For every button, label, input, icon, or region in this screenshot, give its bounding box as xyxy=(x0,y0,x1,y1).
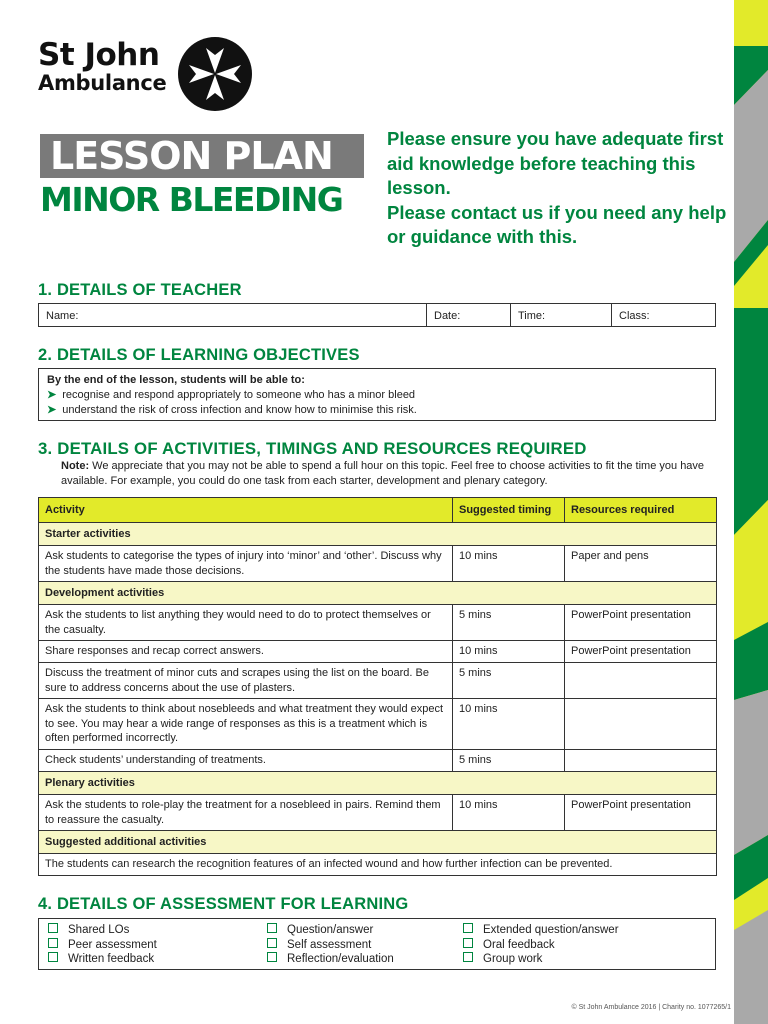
checkbox-icon[interactable] xyxy=(48,952,58,962)
table-row xyxy=(39,795,717,831)
checkbox-item[interactable] xyxy=(48,952,157,967)
checkbox-icon[interactable] xyxy=(463,923,473,933)
note-text: We appreciate that you may not be able to spend a full hour on this topic. Feel free to choose activities to fit the time you have available. For example, you could do one task from each starter, development and plenary category. xyxy=(61,460,705,487)
table-row xyxy=(39,854,717,876)
additional-label: Suggested additional activities xyxy=(39,831,717,854)
timing-cell: 10 mins xyxy=(453,641,565,663)
checkbox-label: Self assessment xyxy=(287,938,372,951)
objectives-box xyxy=(38,368,716,421)
development-label: Development activities xyxy=(39,582,717,605)
checkbox-item[interactable] xyxy=(267,938,394,953)
date-field[interactable]: Date: xyxy=(427,304,511,326)
st-john-logo xyxy=(38,37,167,95)
activity-cell: Check students’ understanding of treatments. xyxy=(39,750,453,772)
resources-cell xyxy=(565,663,717,699)
checkbox-icon[interactable] xyxy=(267,923,277,933)
checkbox-label: Shared LOs xyxy=(68,924,130,936)
assessment-column xyxy=(267,923,394,967)
resources-cell: PowerPoint presentation xyxy=(565,641,717,663)
plenary-label: Plenary activities xyxy=(39,772,717,795)
class-field[interactable]: Class: xyxy=(619,310,650,322)
checkbox-item[interactable] xyxy=(48,923,157,938)
name-field[interactable]: Name: xyxy=(39,304,427,326)
checkbox-label: Extended question/answer xyxy=(483,924,619,936)
objective-item xyxy=(47,388,707,403)
assessment-box xyxy=(38,918,716,970)
arrow-bullet-icon: ➤ xyxy=(47,404,57,416)
table-row xyxy=(39,750,717,772)
table-row xyxy=(39,546,717,582)
timing-cell: 5 mins xyxy=(453,750,565,772)
assessment-column xyxy=(48,923,157,967)
section-row-additional xyxy=(39,831,717,854)
timing-cell: 10 mins xyxy=(453,546,565,582)
checkbox-icon[interactable] xyxy=(463,952,473,962)
checkbox-icon[interactable] xyxy=(267,952,277,962)
objective-text: recognise and respond appropriately to someone who has a minor bleed xyxy=(62,389,416,401)
resources-cell: PowerPoint presentation xyxy=(565,795,717,831)
timing-cell: 10 mins xyxy=(453,699,565,750)
section-heading-assessment: 4. DETAILS OF ASSESSMENT FOR LEARNING xyxy=(38,895,409,913)
checkbox-label: Reflection/evaluation xyxy=(287,953,394,965)
maltese-cross-icon xyxy=(176,35,254,113)
checkbox-item[interactable] xyxy=(463,938,619,953)
objective-text: understand the risk of cross infection and know how to minimise this risk. xyxy=(62,404,417,416)
column-header-timing: Suggested timing xyxy=(453,498,565,523)
logo-line-1: St John xyxy=(38,37,160,73)
starter-label: Starter activities xyxy=(39,523,717,546)
note-label: Note: xyxy=(61,460,90,472)
activity-cell: Ask the students to think about nosebleeds and what treatment they would expect to see. You may hear a wide range of responses as this is a treatment which is often performed incorrectly. xyxy=(39,699,453,750)
section-row-plenary xyxy=(39,772,717,795)
timing-cell: 5 mins xyxy=(453,663,565,699)
table-row xyxy=(39,663,717,699)
checkbox-label: Question/answer xyxy=(287,924,374,936)
arrow-bullet-icon: ➤ xyxy=(47,389,57,401)
section-heading-teacher: 1. DETAILS OF TEACHER xyxy=(38,281,242,299)
checkbox-item[interactable] xyxy=(267,923,394,938)
activity-cell: Ask students to categorise the types of injury into ‘minor’ and ‘other’. Discuss why the students have made those decisions. xyxy=(39,546,453,582)
notice-line-1: Please ensure you have adequate first aid knowledge before teaching this lesson. xyxy=(387,128,724,198)
additional-activity-cell: The students can research the recognition features of an infected wound and how further infection can be prevented. xyxy=(39,854,717,876)
checkbox-icon[interactable] xyxy=(267,938,277,948)
checkbox-item[interactable] xyxy=(463,923,619,938)
checkbox-icon[interactable] xyxy=(463,938,473,948)
checkbox-icon[interactable] xyxy=(48,938,58,948)
assessment-column xyxy=(463,923,619,967)
copyright-footer: © St John Ambulance 2016 | Charity no. 1077265/1 xyxy=(571,1004,731,1011)
activity-cell: Discuss the treatment of minor cuts and scrapes using the list on the board. Be sure to address concerns about the use of plasters. xyxy=(39,663,453,699)
checkbox-label: Oral feedback xyxy=(483,938,555,951)
checkbox-item[interactable] xyxy=(463,952,619,967)
page-title: LESSON PLAN xyxy=(50,134,333,178)
checkbox-icon[interactable] xyxy=(48,923,58,933)
table-row xyxy=(39,699,717,750)
timing-cell: 5 mins xyxy=(453,605,565,641)
notice-line-2: Please contact us if you need any help or guidance with this. xyxy=(387,201,727,247)
activity-cell: Ask the students to role-play the treatment for a nosebleed in pairs. Remind them to reassure the casualty. xyxy=(39,795,453,831)
safety-notice xyxy=(387,127,727,250)
timing-cell: 10 mins xyxy=(453,795,565,831)
activities-note xyxy=(61,459,721,489)
teacher-details-row xyxy=(38,303,716,327)
section-heading-objectives: 2. DETAILS OF LEARNING OBJECTIVES xyxy=(38,346,360,364)
section-heading-activities: 3. DETAILS OF ACTIVITIES, TIMINGS AND RESOURCES REQUIRED xyxy=(38,439,587,458)
activities-table xyxy=(38,497,717,876)
activity-cell: Share responses and recap correct answers. xyxy=(39,641,453,663)
section-row-development xyxy=(39,582,717,605)
table-header-row xyxy=(39,498,717,523)
resources-cell xyxy=(565,750,717,772)
table-row xyxy=(39,605,717,641)
resources-cell xyxy=(565,699,717,750)
column-header-resources: Resources required xyxy=(565,498,717,523)
objective-item xyxy=(47,403,707,418)
checkbox-item[interactable] xyxy=(48,938,157,953)
checkbox-label: Group work xyxy=(483,953,543,965)
activity-cell: Ask the students to list anything they would need to do to protect themselves or the casualty. xyxy=(39,605,453,641)
page-subtitle: MINOR BLEEDING xyxy=(40,180,343,219)
objectives-lead: By the end of the lesson, students will be able to: xyxy=(47,374,305,386)
table-row xyxy=(39,641,717,663)
checkbox-label: Written feedback xyxy=(68,953,155,965)
column-header-activity: Activity xyxy=(39,498,453,523)
section-row-starter xyxy=(39,523,717,546)
checkbox-item[interactable] xyxy=(267,952,394,967)
decorative-stripe xyxy=(734,0,768,1024)
resources-cell: Paper and pens xyxy=(565,546,717,582)
time-field[interactable]: Time: xyxy=(511,304,612,326)
logo-line-2: Ambulance xyxy=(38,71,167,95)
resources-cell: PowerPoint presentation xyxy=(565,605,717,641)
checkbox-label: Peer assessment xyxy=(68,938,157,951)
